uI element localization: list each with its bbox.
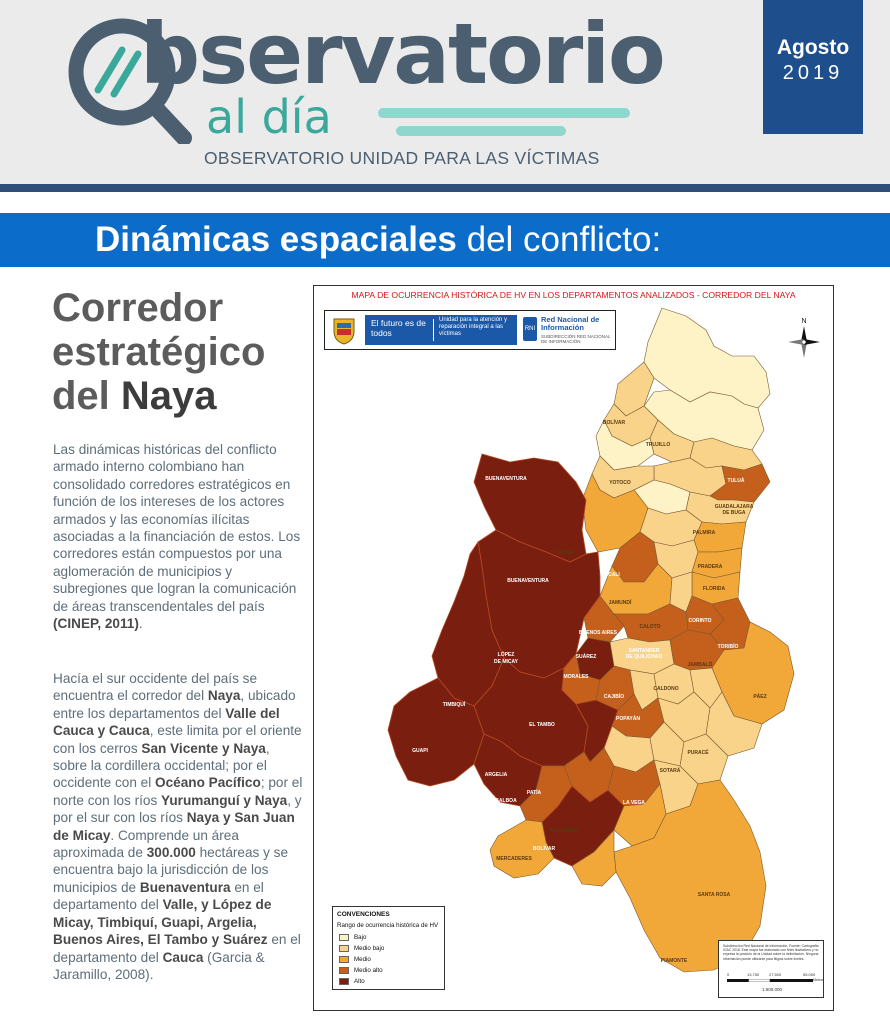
institutional-logos bbox=[324, 310, 616, 350]
municipality-label-piamonte: PIAMONTE bbox=[660, 958, 688, 964]
municipality-label-popayan: POPAYÁN bbox=[616, 716, 640, 722]
municipality-label-corinto: CORINTO bbox=[688, 618, 712, 624]
rni-logo bbox=[523, 315, 611, 345]
legend-subtitle: Rango de ocurrencia histórica de HV bbox=[337, 922, 439, 929]
paragraph-text: Las dinámicas históricas del conflicto armado interno colombiano han consolidado corredores estratégicos en función de los intereses de los actores armados y las economías ilícitas asociadas a la financiación de estos. Los corredores están compuestos por una aglomeración de municipios y subregiones que logran la comunicación de áreas transcendentales del país bbox=[53, 442, 301, 614]
paragraph-text: ; por el norte con los ríos bbox=[53, 775, 303, 808]
municipality-label-santander: SANTANDER bbox=[628, 648, 660, 654]
municipality-label-cajibio: CAJIBÍO bbox=[603, 694, 625, 700]
masthead bbox=[0, 0, 890, 184]
paragraph-text: Hacía el sur occidente del país se encuentra el corredor del bbox=[53, 671, 258, 704]
legend-item bbox=[339, 933, 439, 943]
scale-ratio: 1:600.000 bbox=[761, 987, 783, 992]
municipality-label-caloto: CALOTO bbox=[639, 624, 661, 630]
paragraph-emphasis: Naya y San Juan de Micay bbox=[53, 810, 295, 843]
issue-year: 2019 bbox=[782, 62, 844, 84]
decorative-line bbox=[378, 108, 630, 118]
municipality-label-pradera: PRADERA bbox=[697, 564, 723, 570]
brand-title: bservatorio bbox=[140, 5, 664, 103]
municipality-label-florida: FLORIDA bbox=[702, 586, 726, 592]
decorative-line bbox=[396, 126, 566, 136]
rni-subtitle: SUBDIRECCIÓN RED NACIONAL DE INFORMACIÓN bbox=[541, 334, 611, 344]
gov-unit-name: Unidad para la atención y reparación integral a las víctimas bbox=[439, 317, 508, 337]
coat-of-arms-icon bbox=[331, 315, 357, 345]
municipality-label-jamundi: JAMUNDÍ bbox=[608, 600, 632, 606]
paragraph-text: , ubicado entre los departamentos del bbox=[53, 688, 296, 721]
municipality-label-bolivar: BOLÍVAR bbox=[532, 846, 556, 852]
municipality-label-yotoco: YOTOCO bbox=[609, 480, 631, 486]
legend-label: Alto bbox=[354, 978, 365, 985]
legend-item bbox=[339, 944, 439, 954]
legend-label: Bajo bbox=[354, 934, 367, 941]
municipality-label-santa-rosa: SANTA ROSA bbox=[697, 892, 731, 898]
municipality-label-santander: DE QUILICHAO bbox=[625, 654, 663, 660]
paragraph-emphasis: 300.000 bbox=[146, 845, 196, 861]
municipality-label-mercaderes: MERCADERES bbox=[496, 856, 532, 862]
north-arrow-icon bbox=[784, 316, 824, 362]
paragraph-text: , este limita por el oriente con los cerros bbox=[53, 723, 302, 756]
municipality-label-timbiqui: TIMBIQUÍ bbox=[442, 702, 466, 708]
legend-swatch bbox=[339, 978, 349, 985]
municipality-label-lopez: LÓPEZ bbox=[497, 652, 515, 658]
gov-claim: El futuro es de todos bbox=[371, 318, 426, 338]
paragraph-emphasis: Yurumanguí y Naya bbox=[161, 792, 288, 808]
brand-subtitle: al día bbox=[206, 90, 332, 144]
legend-swatch bbox=[339, 934, 349, 941]
municipality-label-buga: GUADALAJARA bbox=[714, 504, 754, 510]
paragraph-emphasis: Valle del Cauca y Cauca bbox=[53, 705, 280, 739]
article-title-line: estratégico bbox=[52, 330, 266, 374]
section-title-strong: Dinámicas espaciales bbox=[95, 220, 457, 259]
article-paragraph bbox=[53, 441, 303, 632]
municipality-label-buenaventura-north: BUENAVENTURA bbox=[485, 476, 527, 482]
government-brand-block bbox=[365, 315, 517, 345]
municipality-label-cali: CALI bbox=[608, 572, 620, 578]
municipality-label-caldono: CALDONO bbox=[653, 686, 679, 692]
paragraph-emphasis: Naya bbox=[207, 688, 241, 704]
article-title-strong: Naya bbox=[120, 374, 217, 418]
paragraph-emphasis: Buenaventura bbox=[139, 879, 231, 895]
municipality-label-tulua: TULUÁ bbox=[727, 478, 745, 484]
article-paragraph bbox=[53, 670, 303, 983]
municipality-label-dagua: DAGUA bbox=[554, 550, 574, 556]
municipality-label-buga: DE BUGA bbox=[722, 510, 746, 516]
legend-swatch bbox=[339, 945, 349, 952]
scale-tick: 55.000 bbox=[803, 972, 816, 977]
map-notes: Subdirección Red Nacional de Información. Fuente: Cartografía IGAC 2018. Este mapa fue elaborado con fines ilustrativos y no expresa la posición de la Unidad sobre la delimitación. Ninguna información puede utilizarse para litigios sobre límites. bbox=[723, 944, 819, 961]
paragraph-text: hectáreas y se encuentra bajo la jurisdicción de los municipios de bbox=[53, 845, 289, 895]
legend-swatch bbox=[339, 956, 349, 963]
municipality-label-morales: MORALES bbox=[563, 674, 589, 680]
municipality-label-purace: PURACÉ bbox=[687, 750, 709, 756]
citation: (CINEP, 2011) bbox=[53, 616, 139, 632]
municipality-label-sotara: SOTARÁ bbox=[659, 768, 681, 774]
municipality-label-buenos-aires: BUENOS AIRES bbox=[579, 630, 617, 636]
municipality-label-el-tambo: EL TAMBO bbox=[529, 722, 555, 728]
article-title bbox=[52, 286, 312, 418]
municipality-label-guapi: GUAPI bbox=[412, 748, 428, 754]
paragraph-text: , sobre la cordillera occidental; por el occidente con el bbox=[53, 740, 270, 791]
section-title-rest: del conflicto: bbox=[456, 220, 662, 259]
rni-icon: RNI bbox=[523, 317, 537, 341]
north-label: N bbox=[801, 318, 807, 325]
municipality-label-buenaventura: BUENAVENTURA bbox=[507, 578, 549, 584]
paragraph-text: en el departamento del bbox=[53, 932, 301, 965]
scale-info-box bbox=[718, 940, 824, 998]
municipality-label-paez: PÁEZ bbox=[753, 694, 767, 700]
legend-item bbox=[339, 966, 439, 976]
legend-label: Medio bbox=[354, 956, 371, 963]
article-title-line bbox=[52, 374, 312, 418]
paragraph-text: , y por el sur con los ríos bbox=[53, 792, 302, 826]
issue-date-badge bbox=[763, 0, 863, 134]
legend-item bbox=[339, 955, 439, 965]
legend-label: Medio bajo bbox=[354, 945, 385, 952]
map-region bbox=[694, 522, 746, 552]
scale-bar bbox=[727, 979, 813, 982]
municipality-label-lopez: DE MICAY bbox=[494, 659, 518, 665]
municipality-label-bolivar-valle: BOLÍVAR bbox=[602, 420, 626, 426]
scale-unit: Metros bbox=[813, 978, 824, 982]
municipality-label-argelia: ARGELIA bbox=[484, 772, 508, 778]
municipality-label-jambalo: JAMBALÓ bbox=[687, 662, 713, 668]
choropleth-map bbox=[314, 286, 832, 1009]
scale-tick: 13.750 bbox=[747, 972, 760, 977]
scale-tick: 27.500 bbox=[769, 972, 782, 977]
paragraph-emphasis: Océano Pacífico bbox=[155, 775, 261, 791]
brand-tagline: OBSERVATORIO UNIDAD PARA LAS VÍCTIMAS bbox=[204, 148, 600, 168]
issue-month: Agosto bbox=[776, 36, 850, 59]
map-title: MAPA DE OCURRENCIA HISTÓRICA DE HV EN LOS DEPARTAMENTOS ANALIZADOS - CORREDOR DEL NAYA bbox=[351, 290, 796, 300]
paragraph-emphasis: San Vicente y Naya bbox=[141, 740, 266, 756]
header-divider bbox=[0, 184, 890, 192]
municipality-label-la-vega: LA VEGA bbox=[622, 800, 646, 806]
municipality-label-palmira: PALMIRA bbox=[692, 530, 716, 536]
scale-tick: 0 bbox=[727, 972, 730, 977]
section-banner bbox=[0, 213, 890, 267]
legend-label: Medio alto bbox=[354, 967, 383, 974]
rni-name: Red Nacional de Información bbox=[541, 315, 600, 332]
legend-title: CONVENCIONES bbox=[337, 911, 390, 918]
paragraph-text: . bbox=[138, 616, 143, 632]
paragraph-text: en el departamento del bbox=[53, 879, 264, 913]
divider bbox=[433, 319, 434, 341]
municipality-label-toribio: TORIBÍO bbox=[717, 644, 739, 650]
paragraph-text: . Comprende un área aproximada de bbox=[53, 827, 239, 861]
article-title-line: Corredor bbox=[52, 286, 224, 330]
article-title-prefix: del bbox=[52, 374, 121, 418]
map-figure bbox=[313, 285, 834, 1011]
paragraph-emphasis: Valle, y López de Micay, Timbiquí, Guapi, Argelia, Buenos Aires, El Tambo y Suárez bbox=[53, 897, 272, 948]
municipality-label-balboa: BALBOA bbox=[495, 798, 517, 804]
municipality-label-trujillo: TRUJILLO bbox=[645, 442, 671, 448]
map-legend bbox=[332, 906, 445, 990]
section-title bbox=[95, 219, 661, 261]
legend-swatch bbox=[339, 967, 349, 974]
paragraph-emphasis: Cauca bbox=[162, 949, 204, 965]
paragraph-text: (Garcia & Jaramillo, 2008). bbox=[53, 949, 265, 982]
municipality-label-almaguer: ALMAGUER bbox=[549, 828, 579, 834]
municipality-label-suarez: SUÁREZ bbox=[575, 654, 597, 660]
municipality-label-patia: PATÍA bbox=[526, 790, 542, 796]
legend-item bbox=[339, 977, 439, 987]
